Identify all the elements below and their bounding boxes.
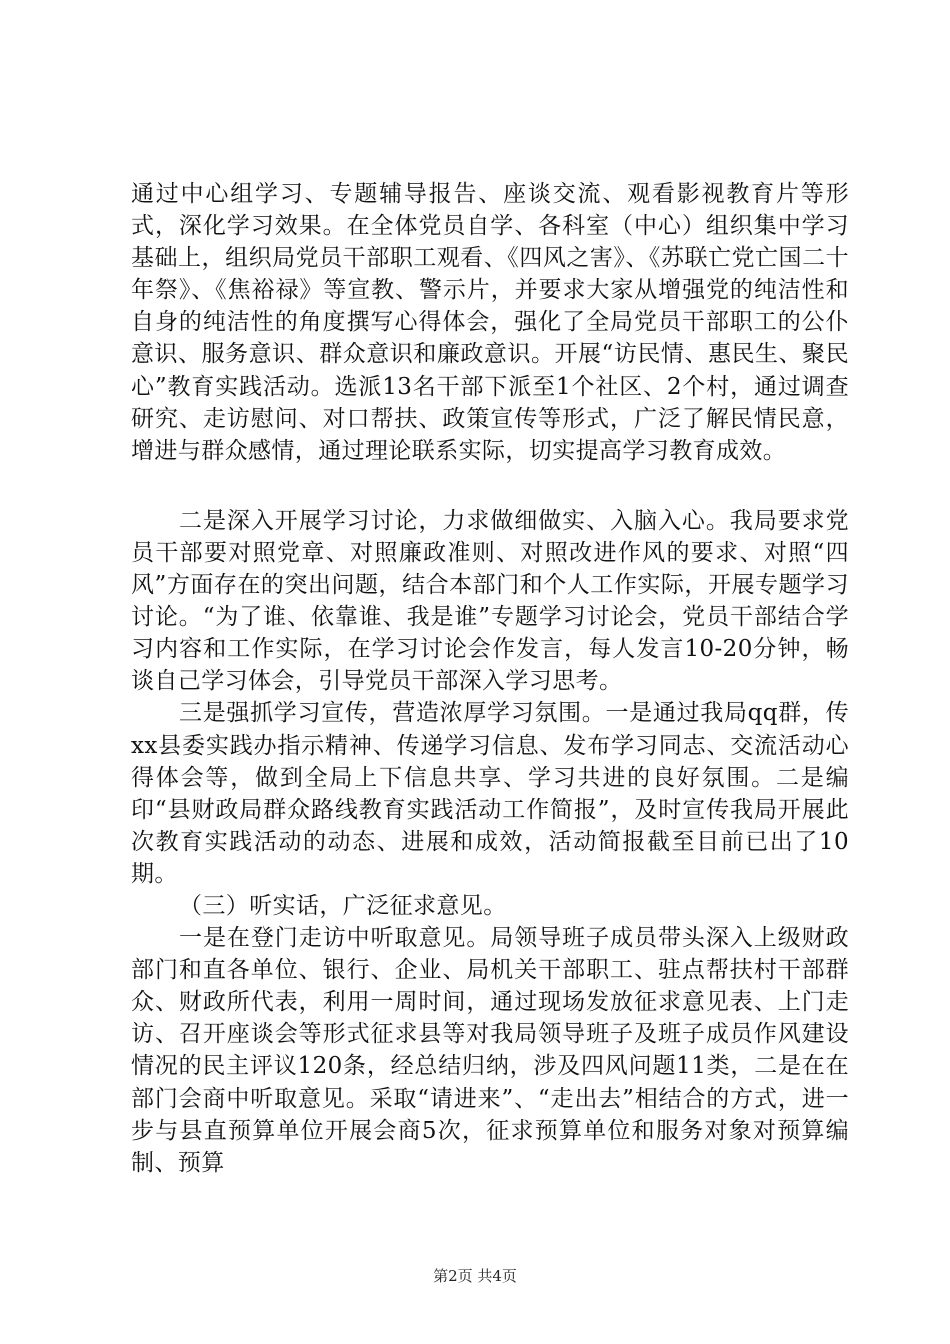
- paragraph-visit-opinions: 一是在登门走访中听取意见。局领导班子成员带头深入上级财政部门和直各单位、银行、企业、局机关干部职工、驻点帮扶村干部群众、财政所代表，利用一周时间，通过现场发放征求意见表、上门走访、召开座谈会等形式征求县等对我局领导班子及班子成员作风建设情况的民主评议120条，经总结归纳，涉及四风问题11类，二是在在部门会商中听取意见。采取“请进来”、“走出去”相结合的方式，进一步与县直预算单位开展会商5次，征求预算单位和服务对象对预算编制、预算: [131, 925, 849, 1176]
- paragraph-study-discussion: 二是深入开展学习讨论，力求做细做实、入脑入心。我局要求党员干部要对照党章、对照廉政准则、对照改进作风的要求、对照“四风”方面存在的突出问题，结合本部门和个人工作实际，开展专题学习讨论。“为了谁、依靠谁、我是谁”专题学习讨论会，党员干部结合学习内容和工作实际，在学习讨论会作发言，每人发言10-20分钟，畅谈自己学习体会，引导党员干部深入学习思考。: [131, 507, 849, 695]
- page-number-footer: 第2页 共4页: [433, 1267, 517, 1285]
- paragraph-study-publicity: 三是强抓学习宣传，营造浓厚学习氛围。一是通过我局qq群，传xx县委实践办指示精神、传递学习信息、发布学习同志、交流活动心得体会等，做到全局上下信息共享、学习共进的良好氛围。二是编印“县财政局群众路线教育实践活动工作简报”，及时宣传我局开展此次教育实践活动的动态、进展和成效，活动简报截至目前已出了10期。: [131, 700, 849, 887]
- paragraph-study-methods: 通过中心组学习、专题辅导报告、座谈交流、观看影视教育片等形式，深化学习效果。在全体党员自学、各科室（中心）组织集中学习基础上，组织局党员干部职工观看、《四风之害》、《苏联亡党亡国二十年祭》、《焦裕禄》等宣教、警示片，并要求大家从增强党的纯洁性和自身的纯洁性的角度撰写心得体会，强化了全局党员干部职工的公仆意识、服务意识、群众意识和廉政意识。开展“访民情、惠民生、聚民心”教育实践活动。选派13名干部下派至1个社区、2个村，通过调查研究、走访慰问、对口帮扶、政策宣传等形式，广泛了解民情民意，增进与群众感情，通过理论联系实际，切实提高学习教育成效。: [131, 181, 849, 464]
- section-heading-listen-opinions: （三）听实话，广泛征求意见。: [179, 892, 507, 919]
- document-body: [131, 178, 849, 1179]
- paragraph-gap: [131, 467, 849, 505]
